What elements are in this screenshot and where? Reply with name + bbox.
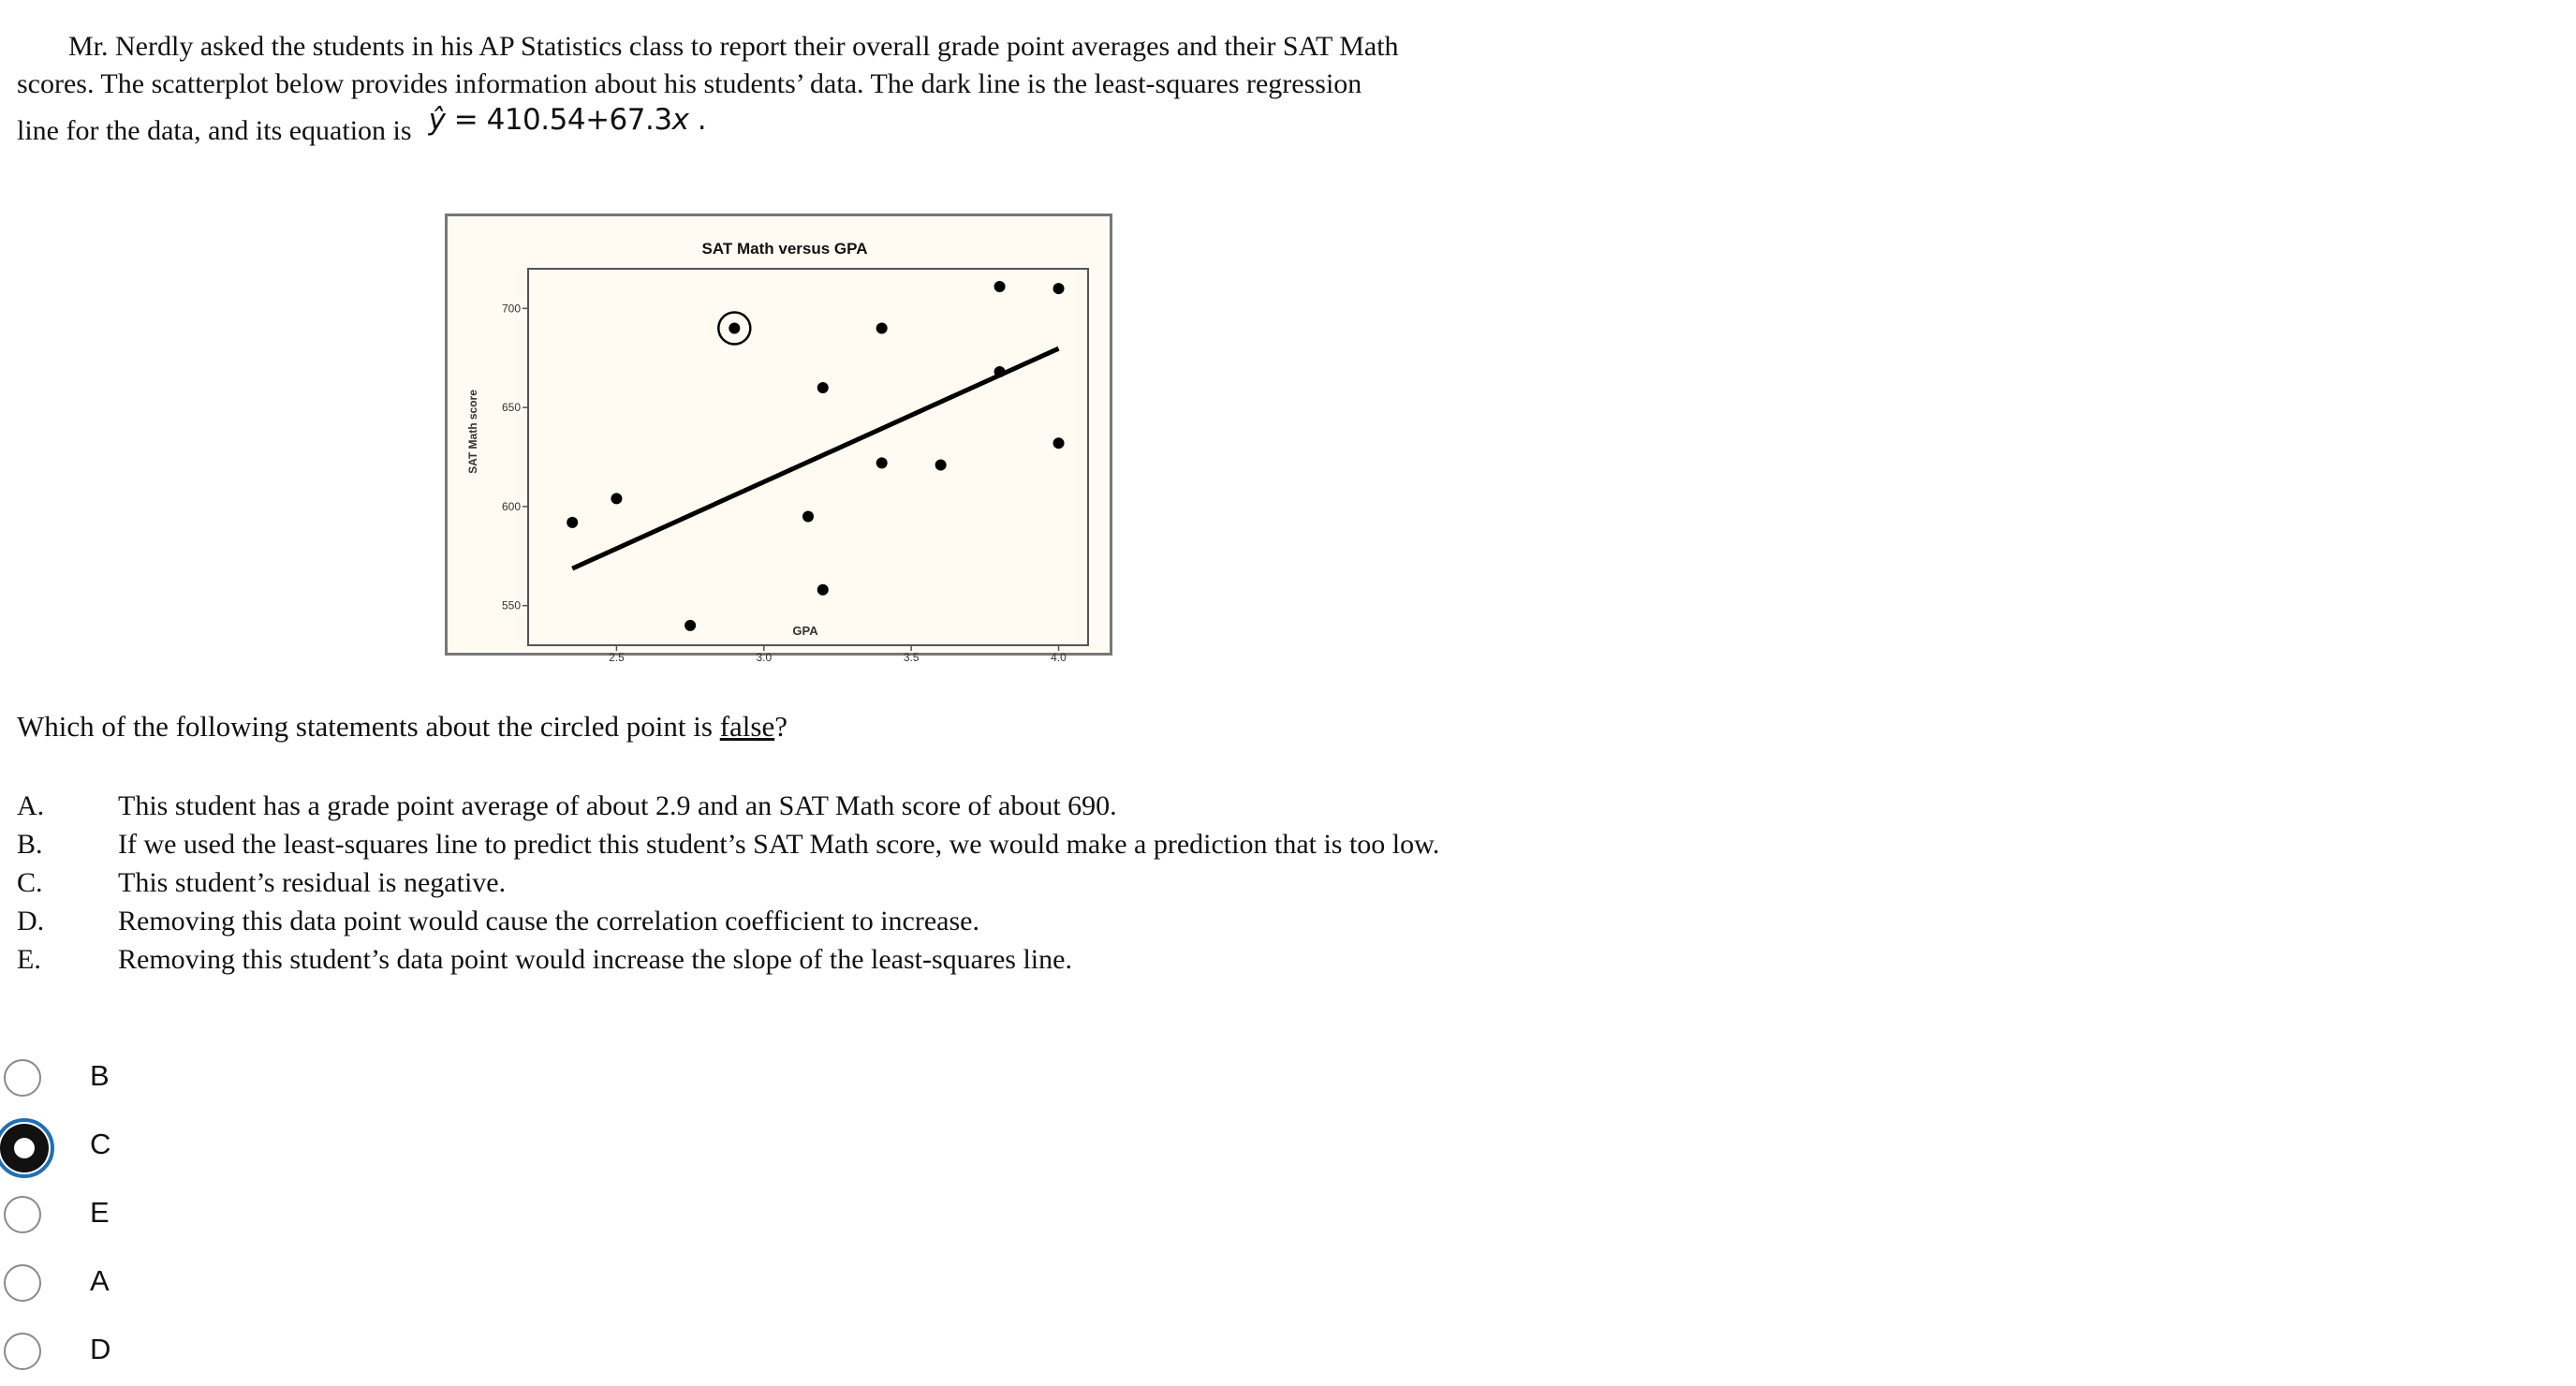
statement-text: Removing this data point would cause the correlation coefficient to increase. [118,906,979,936]
x-tick-label: 3.5 [903,651,920,664]
question-emphasis: false [719,710,775,743]
data-point [876,322,888,333]
statement-text: This student’s residual is negative. [118,867,507,898]
question-stem [17,28,1609,150]
data-point [567,517,578,528]
statement-text: Removing this student’s data point would increase the slope of the least-squares line. [118,944,1072,975]
question-prompt [17,710,788,744]
y-axis-label: SAT Math score [466,390,479,474]
data-point [994,366,1006,377]
radio-button[interactable] [4,1196,41,1233]
statement-letter: A. [17,790,45,821]
statement-item [17,787,1597,825]
equation-yhat: ŷ [428,103,446,137]
intro-line-1: Mr. Nerdly asked the students in his AP Statistics class to report their overall grade point averages and their SAT Math [68,31,1399,62]
intro-line-2: scores. The scatterplot below provides information about his students’ data. The dark line is the least-squares regression [17,68,1362,99]
data-point [729,322,740,333]
intro-line-3-text: line for the data, and its equation is [17,115,412,146]
regression-equation [429,101,707,139]
answer-choice-label[interactable]: E [90,1196,110,1229]
y-tick-label: 600 [501,499,521,513]
data-point [817,382,829,393]
answer-choice-d[interactable] [0,1327,187,1383]
statement-text: If we used the least-squares line to predict this student’s SAT Math score, we would make a prediction that is too low. [118,829,1440,860]
equation-x: x [671,103,689,137]
data-point [935,459,947,470]
chart-marks [502,281,1067,664]
answer-choice-e[interactable] [0,1190,187,1246]
data-point [1053,283,1065,294]
equation-end: . [688,103,707,137]
y-tick-label: 550 [501,598,521,612]
statement-letter: D. [17,906,45,936]
answer-choice-label[interactable]: D [90,1333,111,1365]
radio-button[interactable] [4,1059,41,1097]
regression-line [572,348,1058,568]
answer-choice-b[interactable] [0,1054,187,1110]
intro-line-3 [17,103,1609,150]
data-point [994,281,1006,292]
scatterplot-svg [448,216,1110,664]
statement-letter: B. [17,829,43,860]
y-tick-label: 650 [501,401,521,415]
question-end: ? [774,710,788,743]
statement-letter: E. [17,944,41,975]
x-axis-label: GPA [792,624,818,638]
y-tick-label: 700 [501,302,521,316]
data-point [1053,437,1065,449]
answer-choice-label[interactable]: B [90,1059,110,1092]
answer-choice-c[interactable] [0,1122,187,1178]
statement-item [17,902,1597,940]
statement-text: This student has a grade point average of about 2.9 and an SAT Math score of about 690. [118,790,1117,821]
answer-choice-label[interactable]: A [90,1264,110,1297]
radio-button[interactable] [4,1333,41,1370]
statement-item [17,825,1597,863]
statement-item [17,863,1597,902]
data-point [876,457,888,468]
radio-button[interactable] [4,1264,41,1302]
data-point [611,493,622,504]
question-text: Which of the following statements about the circled point is [17,710,720,743]
answer-choice-label[interactable]: C [90,1128,111,1160]
x-tick-label: 2.5 [609,651,625,664]
chart-title: SAT Math versus GPA [701,240,868,258]
radio-button-selected[interactable] [0,1118,54,1178]
statement-item [17,940,1597,979]
statement-list [17,787,1597,979]
answer-choice-a[interactable] [0,1259,187,1315]
x-tick-label: 4.0 [1051,651,1067,664]
statement-letter: C. [17,867,43,898]
equation-body: = 410.54+67.3 [445,103,672,137]
data-point [817,584,829,596]
data-point [802,510,814,522]
x-tick-label: 3.0 [756,651,773,664]
plot-area-frame [528,269,1088,645]
data-point [684,620,696,631]
scatterplot-figure [445,214,1112,664]
